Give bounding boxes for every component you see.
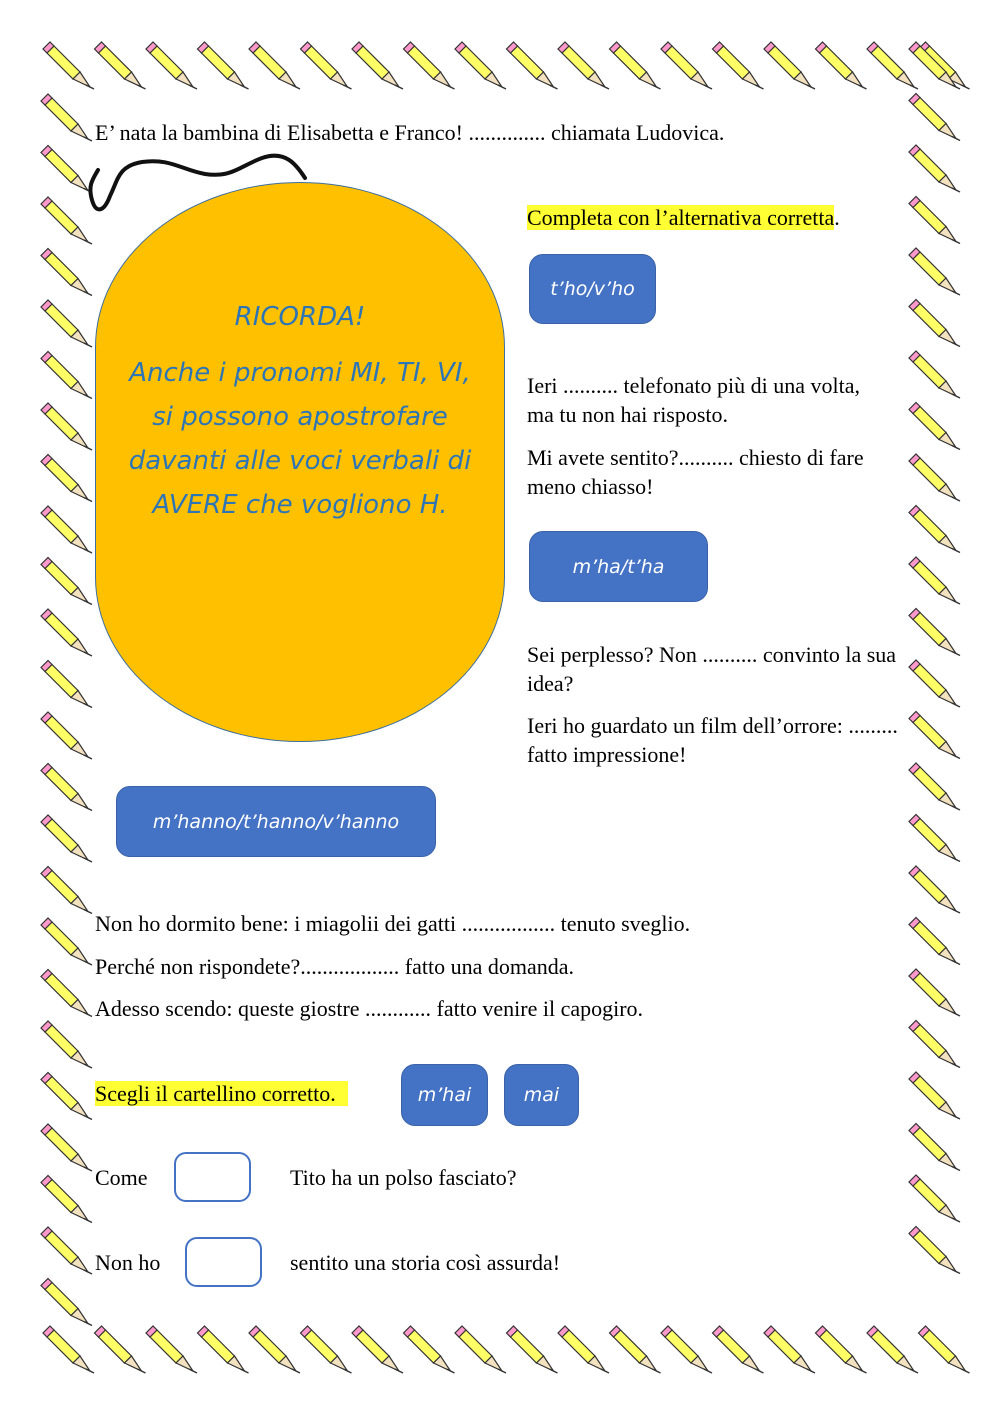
drop-zone-1[interactable] bbox=[174, 1152, 251, 1202]
pencil-right-icon bbox=[909, 1175, 960, 1222]
pencil-left-icon bbox=[41, 1021, 92, 1068]
pencil-top-icon bbox=[404, 42, 455, 89]
pencil-left-icon bbox=[41, 661, 92, 708]
pencil-right-icon bbox=[909, 1124, 960, 1171]
instruction-complete-highlight: Completa con l’alternativa corretta bbox=[527, 205, 835, 230]
pencil-left-icon bbox=[41, 1279, 92, 1326]
pencil-left-icon bbox=[41, 1176, 92, 1223]
pencil-left-icon bbox=[41, 867, 92, 914]
choice-1-before: Come bbox=[95, 1165, 148, 1190]
pencil-left-icon bbox=[41, 146, 92, 193]
pencil-left-icon bbox=[41, 403, 92, 450]
pencil-right-icon bbox=[909, 918, 960, 965]
sentence-3: Sei perplesso? Non .......... convinto la sua idea? bbox=[527, 642, 897, 696]
pencil-left-icon bbox=[41, 558, 92, 605]
pencil-right-icon bbox=[909, 969, 960, 1016]
pencil-left-icon bbox=[41, 1073, 92, 1120]
pencil-bottom-icon bbox=[610, 1326, 661, 1373]
reminder-title: RICORDA! bbox=[234, 302, 366, 332]
sentence-6: Perché non rispondete?.................. fatto una domanda. bbox=[95, 954, 574, 979]
card-mhanno[interactable]: m’hanno/t’hanno/v’hanno bbox=[116, 786, 436, 857]
pencil-bottom-icon bbox=[404, 1326, 455, 1373]
pencil-left-icon bbox=[41, 712, 92, 759]
pencil-bottom-icon bbox=[661, 1326, 712, 1373]
pencil-left-icon bbox=[41, 609, 92, 656]
pencil-right-icon bbox=[909, 660, 960, 707]
pencil-right-icon bbox=[909, 1072, 960, 1119]
pencil-right-icon bbox=[909, 506, 960, 553]
pencil-bottom-icon bbox=[764, 1326, 815, 1373]
pencil-bottom-icon bbox=[146, 1326, 197, 1373]
card-mhai[interactable]: m’hai bbox=[401, 1064, 488, 1126]
pencil-right-icon bbox=[909, 94, 960, 141]
instruction-complete bbox=[527, 203, 840, 232]
card-mai[interactable]: mai bbox=[504, 1064, 579, 1126]
pencil-bottom-icon bbox=[301, 1326, 352, 1373]
pencil-right-icon bbox=[909, 351, 960, 398]
pencil-right-icon bbox=[909, 248, 960, 295]
pencil-right-icon bbox=[909, 403, 960, 450]
pencil-right-icon bbox=[909, 300, 960, 347]
pencil-bottom-icon bbox=[867, 1326, 918, 1373]
pencil-left-icon bbox=[41, 1227, 92, 1274]
pencil-top-icon bbox=[95, 42, 146, 89]
pencil-top-icon bbox=[507, 42, 558, 89]
pencil-bottom-icon bbox=[713, 1326, 764, 1373]
pencil-top-icon bbox=[43, 42, 94, 89]
pencil-bottom-icon bbox=[352, 1326, 403, 1373]
pencil-top-icon bbox=[816, 42, 867, 89]
pencil-top-icon bbox=[198, 42, 249, 89]
pencil-right-icon bbox=[909, 42, 960, 89]
pencil-right-icon bbox=[909, 712, 960, 759]
sentence-1: Ieri .......... telefonato più di una volta, ma tu non hai risposto. bbox=[527, 373, 860, 427]
pencil-right-icon bbox=[909, 145, 960, 192]
card-mha-tha[interactable]: m’ha/t’ha bbox=[529, 531, 708, 602]
pencil-bottom-icon bbox=[558, 1326, 609, 1373]
pencil-left-icon bbox=[41, 764, 92, 811]
pencil-top-icon bbox=[249, 42, 300, 89]
pencil-left-icon bbox=[41, 300, 92, 347]
pencil-top-icon bbox=[455, 42, 506, 89]
pencil-left-icon bbox=[41, 918, 92, 965]
pencil-top-icon bbox=[301, 42, 352, 89]
sentence-2: Mi avete sentito?.......... chiesto di fare meno chiasso! bbox=[527, 445, 864, 499]
pencil-top-icon bbox=[610, 42, 661, 89]
choice-2-after: sentito una storia così assurda! bbox=[290, 1250, 561, 1275]
reminder-text bbox=[120, 295, 480, 527]
pencil-left-icon bbox=[41, 1124, 92, 1171]
pencil-right-icon bbox=[909, 454, 960, 501]
pencil-left-icon bbox=[41, 352, 92, 399]
instruction-choose bbox=[95, 1079, 348, 1108]
pencil-top-icon bbox=[661, 42, 712, 89]
drop-zone-2[interactable] bbox=[185, 1237, 262, 1287]
pencil-bottom-icon bbox=[455, 1326, 506, 1373]
reminder-body: Anche i pronomi MI, TI, VI, si possono apostrofare davanti alle voci verbali di AVERE che vogliono H. bbox=[128, 358, 472, 520]
pencil-right-icon bbox=[909, 557, 960, 604]
card-tho-vho[interactable]: t’ho/v’ho bbox=[529, 254, 656, 324]
instruction-choose-highlight: Scegli il cartellino corretto. bbox=[95, 1081, 348, 1106]
pencil-left-icon bbox=[41, 197, 92, 244]
pencil-right-icon bbox=[909, 609, 960, 656]
pencil-bottom-icon bbox=[249, 1326, 300, 1373]
pencil-left-icon bbox=[41, 94, 92, 141]
pencil-top-icon bbox=[764, 42, 815, 89]
pencil-right-icon bbox=[909, 763, 960, 810]
pencil-bottom-icon bbox=[95, 1326, 146, 1373]
pencil-right-icon bbox=[909, 1021, 960, 1068]
pencil-right-icon bbox=[909, 815, 960, 862]
choice-2-before: Non ho bbox=[95, 1250, 161, 1275]
choice-1-after: Tito ha un polso fasciato? bbox=[290, 1165, 517, 1190]
pencil-right-icon bbox=[909, 866, 960, 913]
pencil-bottom-icon bbox=[507, 1326, 558, 1373]
pencil-left-icon bbox=[41, 249, 92, 296]
instruction-complete-period: . bbox=[834, 205, 840, 230]
pencil-left-icon bbox=[41, 970, 92, 1017]
pencil-bottom-icon bbox=[919, 1326, 970, 1373]
pencil-top-icon bbox=[713, 42, 764, 89]
pencil-top-icon bbox=[352, 42, 403, 89]
pencil-bottom-icon bbox=[198, 1326, 249, 1373]
pencil-left-icon bbox=[41, 815, 92, 862]
pencil-top-icon bbox=[558, 42, 609, 89]
pencil-bottom-icon bbox=[816, 1326, 867, 1373]
sentence-7: Adesso scendo: queste giostre ............ fatto venire il capogiro. bbox=[95, 996, 644, 1021]
pencil-right-icon bbox=[909, 1227, 960, 1274]
pencil-top-icon bbox=[146, 42, 197, 89]
title-sentence: E’ nata la bambina di Elisabetta e Franco! .............. chiamata Ludovica. bbox=[95, 120, 725, 145]
pencil-left-icon bbox=[41, 455, 92, 502]
sentence-4: Ieri ho guardato un film dell’orrore: ......... fatto impressione! bbox=[527, 713, 898, 767]
pencil-right-icon bbox=[909, 197, 960, 244]
sentence-5: Non ho dormito bene: i miagolii dei gatti ................. tenuto sveglio. bbox=[95, 911, 691, 936]
pencil-bottom-icon bbox=[43, 1326, 94, 1373]
pencil-left-icon bbox=[41, 506, 92, 553]
